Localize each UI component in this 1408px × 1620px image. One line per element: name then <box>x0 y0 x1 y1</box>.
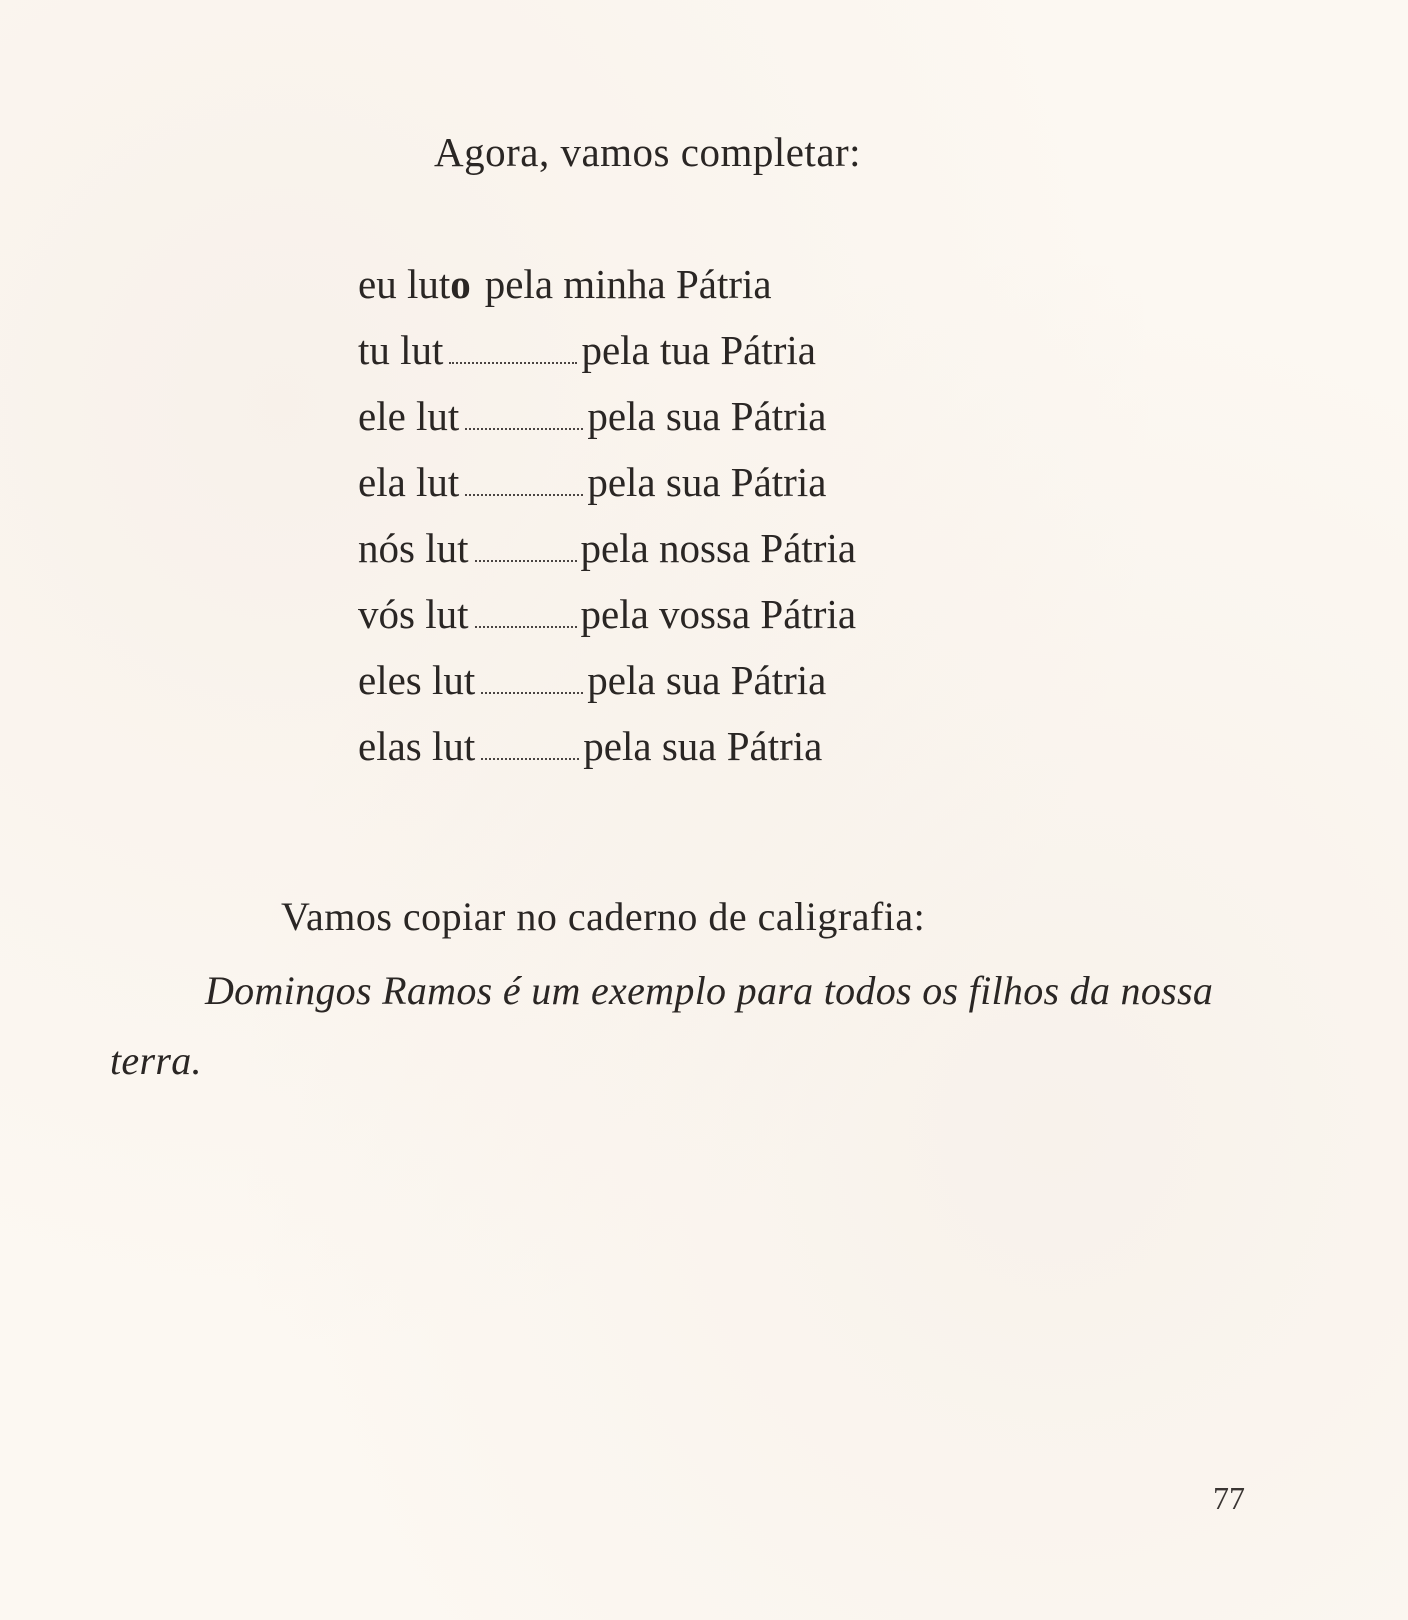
page-number: 77 <box>1213 1480 1245 1516</box>
row-subject: elas lut <box>358 723 476 769</box>
row-rest: pela sua Pátria <box>583 723 823 769</box>
conjugation-row <box>358 578 856 638</box>
blank-dots <box>481 682 583 694</box>
row-subject: ela lut <box>358 459 460 505</box>
row-rest: pela sua Pátria <box>587 459 827 505</box>
row-rest: pela nossa Pátria <box>580 525 857 571</box>
conjugation-row <box>358 512 856 572</box>
conjugation-row <box>358 446 826 506</box>
row-rest: pela sua Pátria <box>587 657 827 703</box>
conjugation-row <box>358 314 816 374</box>
row-subject: nós lut <box>358 525 469 571</box>
copy-sentence: Domingos Ramos é um exemplo para todos os filhos da nossa terra. <box>110 968 1214 1083</box>
row-rest: pela tua Pátria <box>581 327 816 373</box>
blank-dots <box>465 484 583 496</box>
example-rest: pela minha Pátria <box>484 261 772 307</box>
blank-dots <box>475 550 577 562</box>
row-subject: ele lut <box>358 393 460 439</box>
copy-instruction: Vamos copiar no caderno de caligrafia: <box>281 894 926 939</box>
row-subject: tu lut <box>358 327 444 373</box>
verb-ending: o <box>450 261 471 307</box>
blank-dots <box>449 352 577 364</box>
conjugation-row <box>358 710 822 770</box>
blank-dots <box>465 418 583 430</box>
conjugation-row <box>358 380 826 440</box>
example-subject: eu luto <box>358 261 471 307</box>
row-rest: pela sua Pátria <box>587 393 827 439</box>
row-subject: eles lut <box>358 657 476 703</box>
blank-dots <box>481 748 579 760</box>
conjugation-row <box>358 644 826 704</box>
blank-dots <box>475 616 577 628</box>
exercise-heading: Agora, vamos completar: <box>434 129 862 175</box>
example-line <box>358 248 772 308</box>
row-subject: vós lut <box>358 591 469 637</box>
row-rest: pela vossa Pátria <box>580 591 857 637</box>
